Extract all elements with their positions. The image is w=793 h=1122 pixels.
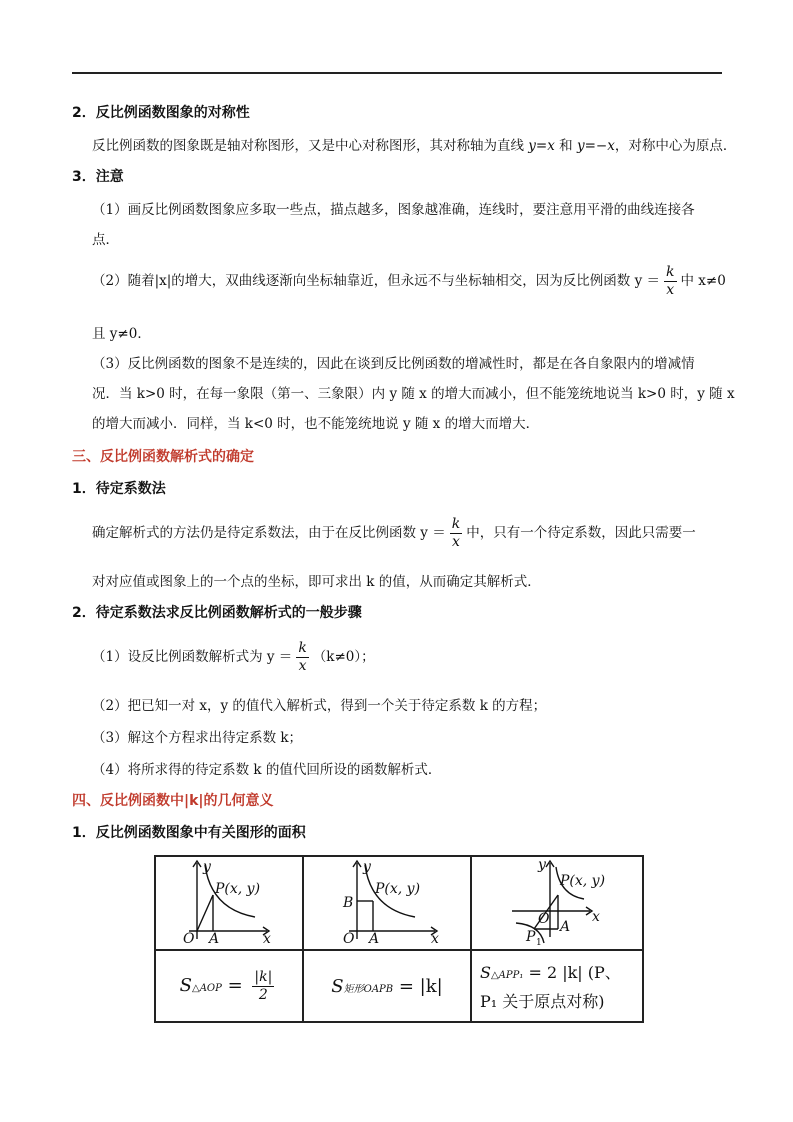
note1-line2: 点． — [92, 232, 119, 248]
point-p-label: P(x, y) — [560, 873, 606, 889]
sec3-heading: 3．注意 — [72, 169, 124, 185]
formula-cell-3 — [471, 950, 643, 1022]
area-formula-triangle — [179, 968, 279, 1003]
text: ，对称中心为原点． — [614, 138, 737, 154]
graph-cell-3 — [471, 856, 643, 950]
formula-rhs: = |k| — [398, 975, 443, 997]
note1-line1: （1）画反比例函数图象应多取一些点，描点越多，图象越准确，连线时，要注意用平滑的曲线连接各 — [92, 202, 695, 218]
area-subscript: △AOP — [192, 983, 222, 994]
y-axis-label: y — [363, 859, 371, 875]
step4: （4）将所求得的待定系数 k 的值代回所设的函数解析式． — [92, 762, 442, 778]
point-p1-subscript: 1 — [536, 938, 542, 945]
part3-s1-heading: 1．待定系数法 — [72, 481, 166, 497]
part3-heading: 三、反比例函数解析式的确定 — [72, 449, 254, 465]
area-subscript: 矩形OAPB — [343, 983, 394, 995]
formula-rhs: = 2 |k| (P、 — [528, 963, 621, 982]
x-axis-label: x — [592, 909, 600, 925]
text: （1）设反比例函数解析式为 y ＝ — [92, 649, 293, 665]
numerator: |k| — [254, 968, 273, 985]
numerator: k — [666, 264, 675, 280]
text: 反比例函数的图象既是轴对称图形，又是中心对称图形，其对称轴为直线 — [92, 138, 529, 154]
origin-label: O — [183, 931, 195, 945]
origin-label: O — [538, 911, 550, 927]
numerator: k — [451, 516, 461, 532]
point-a-label: A — [369, 931, 380, 945]
text: 和 — [554, 138, 577, 154]
fraction-k-over-x — [664, 264, 676, 299]
note2-line1 — [92, 264, 726, 299]
formula-note: P₁ 关于原点对称) — [480, 992, 605, 1011]
text: 确定解析式的方法仍是待定系数法，由于在反比例函数 y ＝ — [92, 525, 446, 541]
denominator: x — [452, 534, 460, 550]
point-p-label: P(x, y) — [375, 881, 421, 897]
text: （k≠0）； — [312, 649, 375, 665]
denominator: 2 — [258, 986, 268, 1003]
step2: （2）把已知一对 x，y 的值代入解析式，得到一个关于待定系数 k 的方程； — [92, 698, 547, 714]
hyperbola-graph-triangle — [159, 857, 299, 945]
part4-s1-heading: 1．反比例函数图象中有关图形的面积 — [72, 825, 306, 841]
origin-label: O — [343, 931, 355, 945]
formula-cell-1 — [155, 950, 303, 1022]
text: 中 x≠0 — [680, 273, 726, 289]
hyperbola-graph-symmetric — [472, 857, 642, 945]
part3-s2-heading: 2．待定系数法求反比例函数解析式的一般步骤 — [72, 605, 362, 621]
fraction-abs-k-over-2 — [252, 969, 274, 1004]
equation: y=x — [528, 138, 555, 154]
point-a-label: A — [560, 919, 571, 935]
point-p1-label: P — [526, 929, 536, 945]
area-symbol: S — [331, 975, 344, 997]
denominator: x — [298, 658, 307, 674]
sec2-paragraph — [92, 134, 736, 154]
y-axis-label: y — [203, 859, 211, 875]
step3: （3）解这个方程求出待定系数 k； — [92, 730, 303, 746]
note2-line2: 且 y≠0． — [92, 326, 151, 342]
numerator: k — [298, 640, 307, 656]
area-subscript: △APP₁ — [490, 970, 524, 981]
part3-s1-line2: 对对应值或图象上的一个点的坐标，即可求出 k 的值，从而确定其解析式． — [92, 574, 541, 590]
x-axis-label: x — [263, 931, 271, 945]
part3-s1-line1 — [92, 516, 696, 551]
formula-cell-2 — [303, 950, 471, 1022]
x-axis-label: x — [431, 931, 439, 945]
point-a-label: A — [209, 931, 220, 945]
step1 — [92, 640, 375, 675]
fraction-k-over-x — [296, 640, 308, 675]
note3-line1: （3）反比例函数的图象不是连续的，因此在谈到反比例函数的增减性时，都是在各自象限内的增减情 — [92, 356, 695, 372]
area-symbol: S — [179, 975, 192, 996]
text: （2）随着|x|的增大，双曲线逐渐向坐标轴靠近，但永远不与坐标轴相交，因为反比例函数 y ＝ — [92, 273, 661, 289]
hyperbola-graph-rectangle — [307, 857, 467, 945]
part4-heading: 四、反比例函数中|k|的几何意义 — [72, 793, 274, 809]
sec2-heading: 2．反比例函数图象的对称性 — [72, 105, 250, 121]
y-axis-label: y — [538, 857, 546, 873]
graph-cell-1 — [155, 856, 303, 950]
header-rule — [72, 72, 722, 74]
area-formula-symmetric — [480, 960, 642, 983]
note3-line2: 况．当 k>0 时，在每一象限（第一、三象限）内 y 随 x 的增大而减小，但不能笼统地说当 k>0 时，y 随 x — [92, 386, 735, 402]
fraction-k-over-x — [450, 516, 462, 551]
graph-cell-2 — [303, 856, 471, 950]
point-b-label: B — [343, 895, 354, 911]
point-p-label: P(x, y) — [215, 881, 261, 897]
equals: = — [227, 975, 243, 996]
denominator: x — [666, 282, 675, 298]
equation: y=−x — [576, 138, 615, 154]
text: 中，只有一个待定系数，因此只需要一 — [466, 525, 696, 541]
area-formula-rectangle — [331, 976, 442, 997]
area-symbol: S — [480, 963, 491, 982]
area-table — [154, 855, 644, 1023]
note3-line3: 的增大而减小．同样，当 k<0 时，也不能笼统地说 y 随 x 的增大而增大． — [92, 416, 540, 432]
